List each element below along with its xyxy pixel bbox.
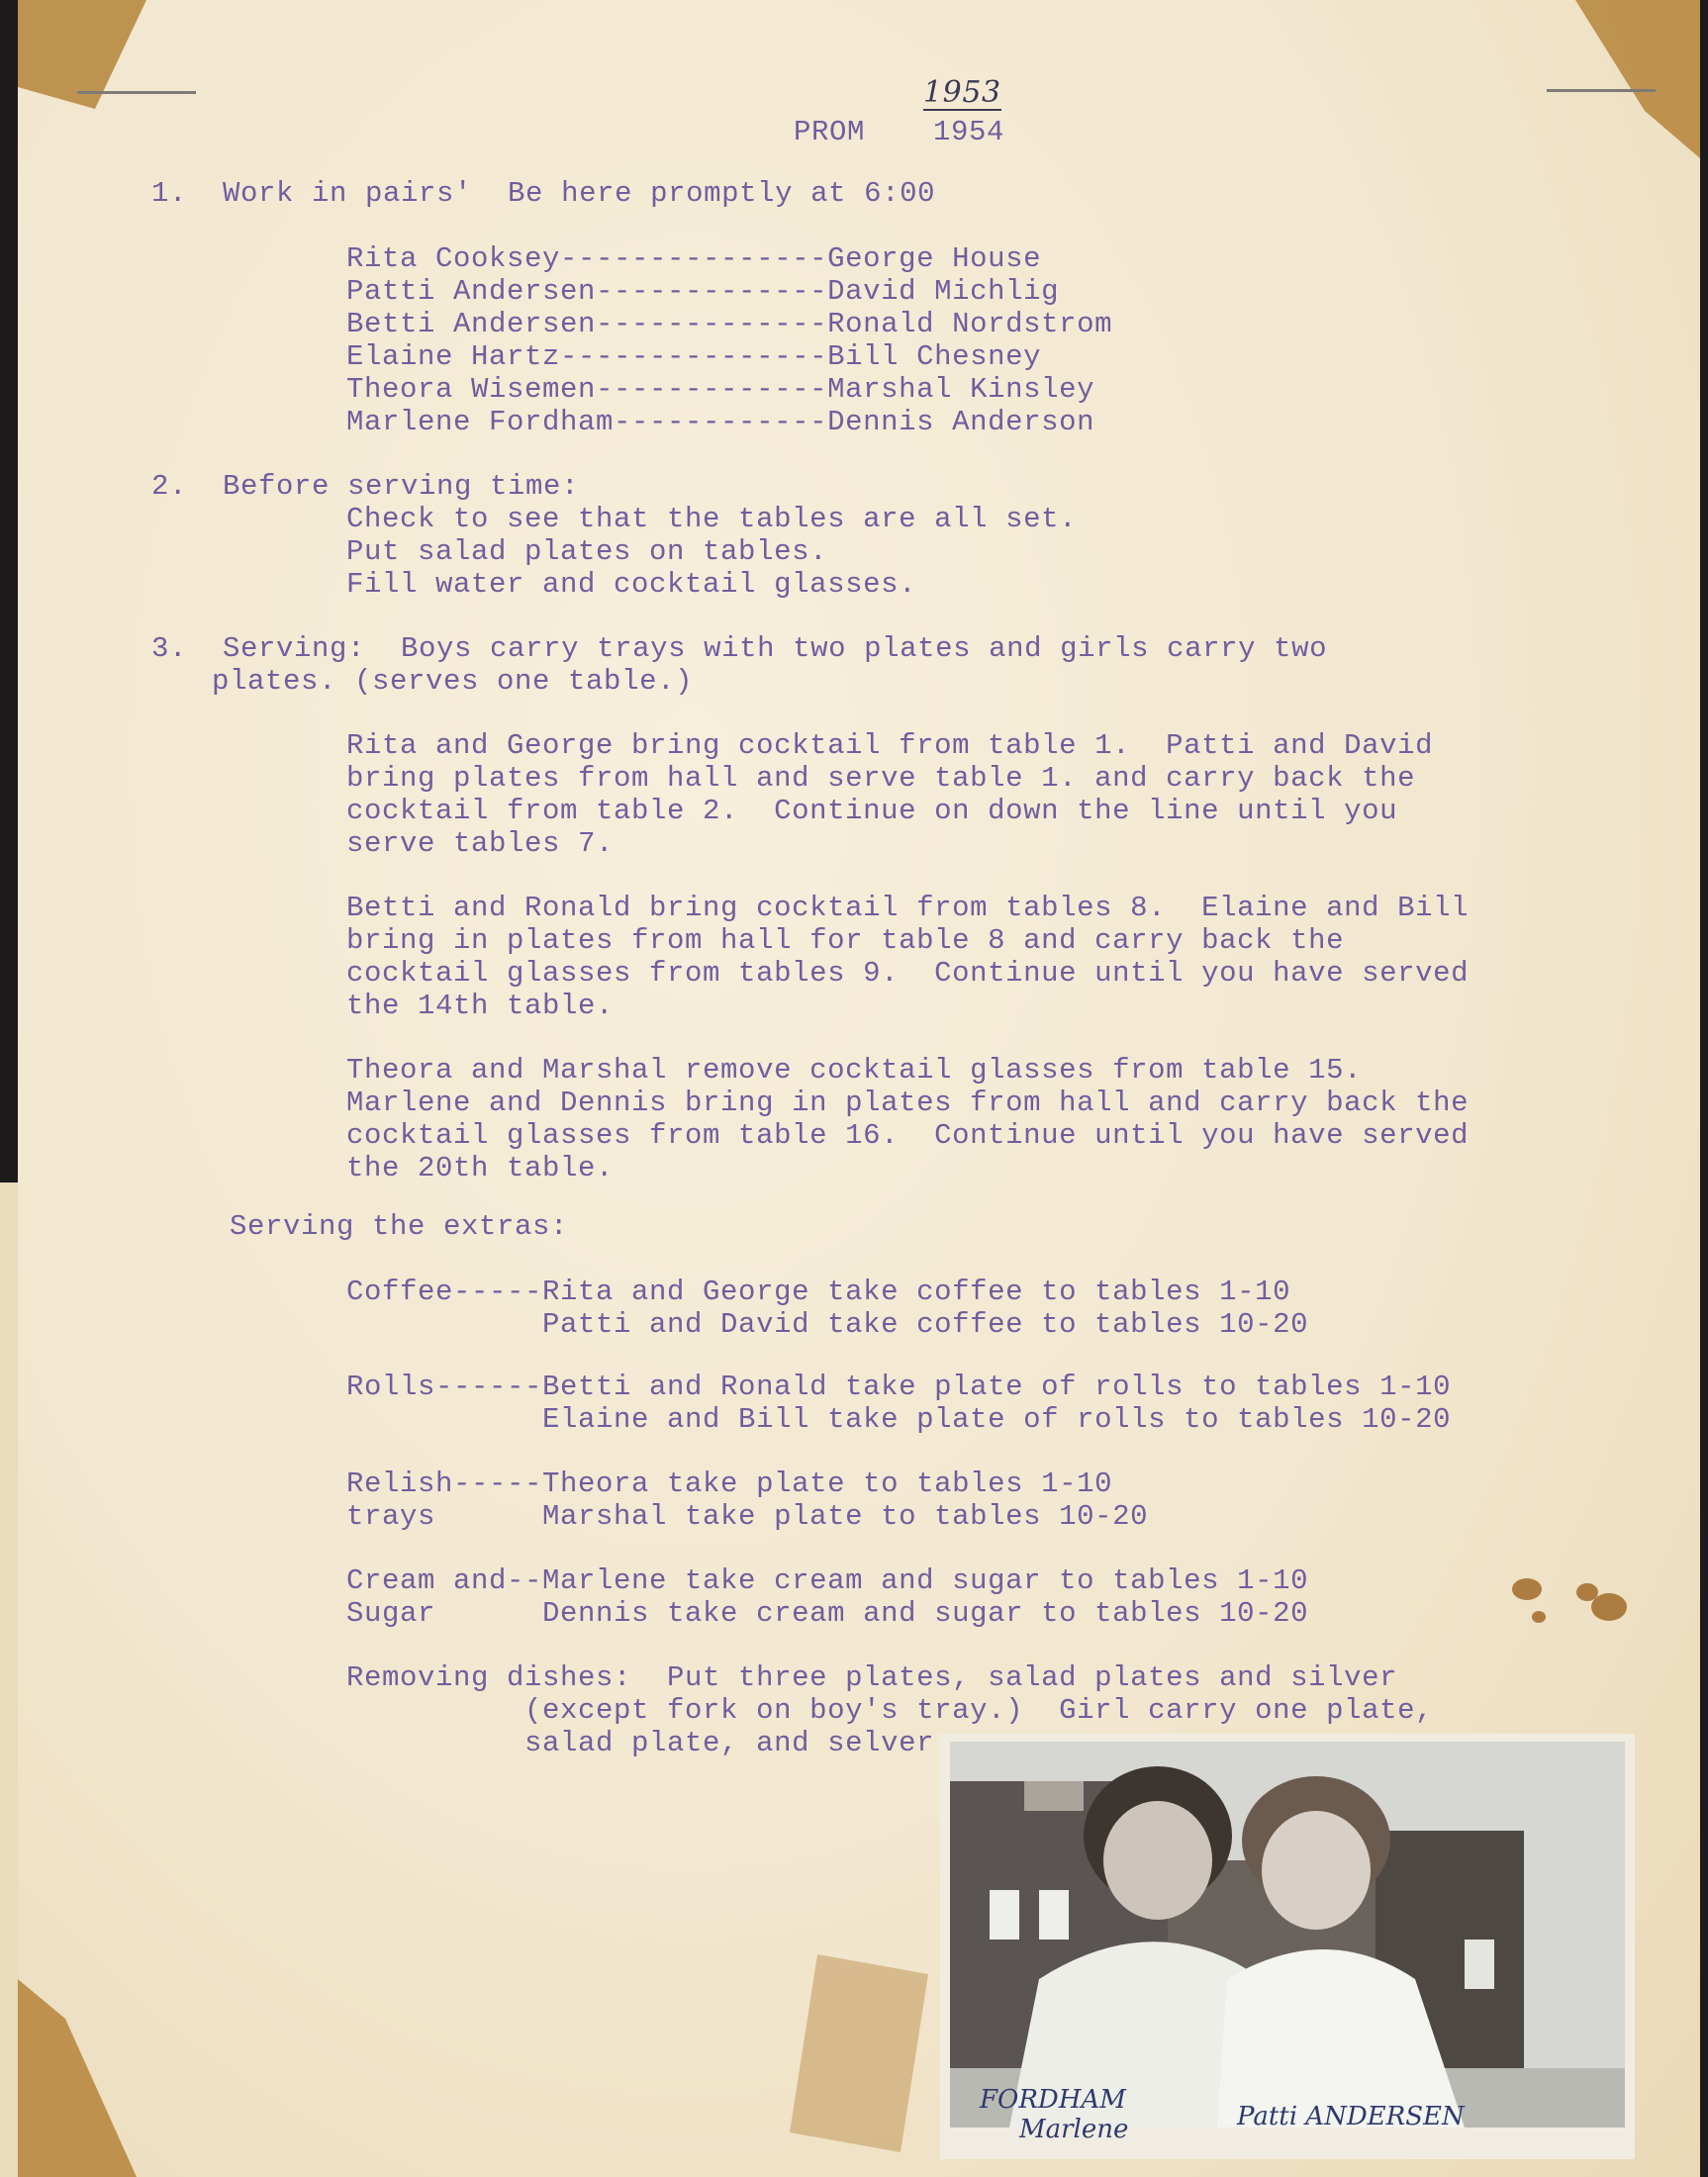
relish-line: Relish-----Theora take plate to tables 1-10 [346,1467,1113,1500]
pair-line: Theora Wisemen-------------Marshal Kinsley [346,373,1095,406]
removing-line: (except fork on boy's tray.) Girl carry one plate, [346,1694,1434,1727]
para2-line: cocktail glasses from tables 9. Continue until you have served [346,957,1470,990]
rolls-line: Elaine and Bill take plate of rolls to tables 10-20 [346,1403,1452,1436]
item2-line: Fill water and cocktail glasses. [346,568,917,601]
pair-line: Elaine Hartz---------------Bill Chesney [346,340,1042,373]
photo-label-fordham: FORDHAM [980,2085,1126,2115]
extras-heading: Serving the extras: [230,1210,569,1243]
tape-bottom-left [18,1979,137,2177]
coffee-line: Patti and David take coffee to tables 10-20 [346,1308,1309,1341]
cream-line: Sugar Dennis take cream and sugar to tables 10-20 [346,1597,1309,1630]
photo-scene [950,1742,1625,2128]
year-handwritten: 1953 [923,75,1001,110]
coffee-line: Coffee-----Rita and George take coffee to tables 1-10 [346,1276,1291,1308]
removing-line: Removing dishes: Put three plates, salad plates and silver [346,1661,1398,1694]
photo-image [950,1742,1625,2128]
para3-line: the 20th table. [346,1152,615,1184]
item3-heading-cont: plates. (serves one table.) [212,665,694,698]
stain [1591,1593,1627,1621]
item3-heading: 3. Serving: Boys carry trays with two plates and girls carry two [151,632,1328,665]
cream-line: Cream and--Marlene take cream and sugar to tables 1-10 [346,1564,1309,1597]
para3-line: Marlene and Dennis bring in plates from hall and carry back the [346,1087,1470,1119]
relish-line: trays Marshal take plate to tables 10-20 [346,1500,1149,1533]
rolls-line: Rolls------Betti and Ronald take plate of rolls to tables 1-10 [346,1371,1452,1403]
item2-line: Check to see that the tables are all set. [346,503,1078,535]
para2-line: Betti and Ronald bring cocktail from tables 8. Elaine and Bill [346,892,1470,924]
prom-title: PROM [794,116,866,148]
item2-line: Put salad plates on tables. [346,535,828,568]
attached-photo [940,1734,1635,2159]
staple-left [77,91,196,94]
photo-label-marlene: Marlene [1019,2115,1129,2144]
para2-line: the 14th table. [346,990,615,1022]
para1-line: cocktail from table 2. Continue on down the line until you [346,795,1398,827]
pair-line: Marlene Fordham------------Dennis Anderson [346,406,1095,438]
para1-line: bring plates from hall and serve table 1. and carry back the [346,762,1416,795]
tape-mid [790,1954,928,2152]
para3-line: cocktail glasses from table 16. Continue until you have served [346,1119,1470,1152]
staple-right [1547,89,1656,92]
para2-line: bring in plates from hall for table 8 and carry back the [346,924,1345,957]
item2-heading: 2. Before serving time: [151,470,580,503]
pair-line: Betti Andersen-------------Ronald Nordstrom [346,308,1113,340]
pair-line: Rita Cooksey---------------George House [346,242,1042,275]
removing-line: salad plate, and selver [346,1727,935,1759]
para3-line: Theora and Marshal remove cocktail glasses from table 15. [346,1054,1363,1087]
para1-line: Rita and George bring cocktail from table 1. Patti and David [346,729,1434,762]
stain [1512,1578,1542,1600]
photo-label-patti: Patti ANDERSEN [1237,2102,1465,2131]
pair-line: Patti Andersen-------------David Michlig [346,275,1060,308]
item1-heading: 1. Work in pairs' Be here promptly at 6:00 [151,177,936,210]
para1-line: serve tables 7. [346,827,615,860]
tape-top-right [1562,0,1700,158]
stain [1532,1611,1546,1623]
year-typed: 1954 [933,116,1005,148]
